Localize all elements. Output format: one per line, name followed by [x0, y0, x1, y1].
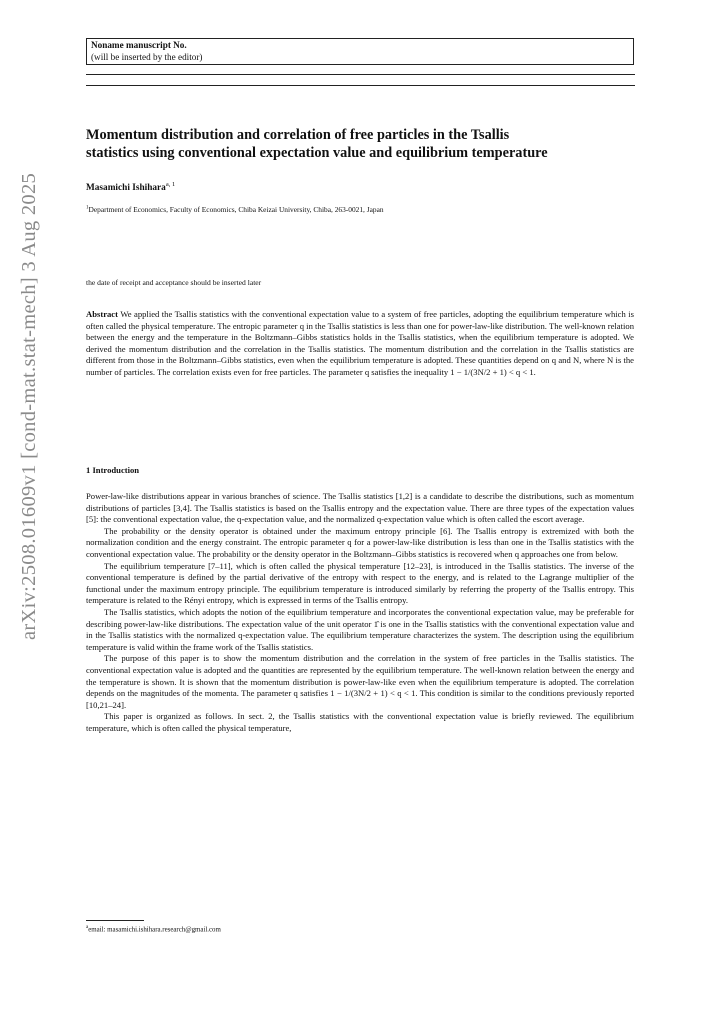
introduction-body [86, 491, 634, 734]
footnote-rule [86, 920, 144, 921]
author-marks: a, 1 [165, 181, 176, 188]
paper-title [86, 126, 646, 162]
paragraph: This paper is organized as follows. In sect. 2, the Tsallis statistics with the conventional expectation value is briefly reviewed. The equilibrium temperature, which is often called the physical temperature, [86, 711, 634, 733]
manuscript-number: Noname manuscript No. [91, 40, 187, 50]
affiliation [86, 205, 384, 214]
author [86, 181, 175, 193]
title-line-2: statistics using conventional expectation value and equilibrium temperature [86, 145, 548, 161]
manuscript-number-box [86, 38, 634, 65]
paragraph: The purpose of this paper is to show the momentum distribution and the correlation in the system of free particles in the Tsallis statistics. The conventional expectation value is adopted and the quantities are represented by the equilibrium temperature. The well-known relation between the energy and the temperature is shown. It is shown that the momentum distribution is power-law-like even when the equilibrium temperature is adopted. The correlation depends on the magnitudes of the momenta. The parameter q satisfies 1 − 1/(3N/2 + 1) < q < 1. This condition is similar to the conditions previously reported [10,21–24]. [86, 653, 634, 710]
paragraph: The Tsallis statistics, which adopts the notion of the equilibrium temperature and incorporates the conventional expectation value, may be preferable for describing power-law-like distributions. The expectation value of the unit operator 1̂ is one in the Tsallis statistics with the conventional expectation value and in the Tsallis statistics with the normalized q-expectation value. The equilibrium temperature characterizes the system. The description using the equilibrium temperature is valid within the frame work of the Tsallis statistics. [86, 606, 634, 652]
author-name: Masamichi Ishihara [86, 183, 166, 194]
header-rule-bottom [86, 85, 635, 86]
title-line-1: Momentum distribution and correlation of free particles in the Tsallis [86, 127, 510, 143]
section-heading: 1 Introduction [86, 465, 140, 475]
received-note: the date of receipt and acceptance should be inserted later [86, 278, 262, 287]
arxiv-identifier[interactable]: arXiv:2508.01609v1 [cond-mat.stat-mech] 3 Aug 2025 [18, 172, 40, 640]
abstract-text: We applied the Tsallis statistics with the conventional expectation value to a system of free particles, adopting the equilibrium temperature which is often called the physical temperature. The entropic parameter q in the Tsallis statistics is less than one for power-law-like distribution. The well-known relation between the energy and the temperature in the Boltzmann–Gibbs statistics holds in the Tsallis statistics, when the equilibrium temperature is adopted. We derived the momentum distribution and the correlation in the Tsallis statistics. The momentum distribution and the correlation in the Tsallis statistics are different from those in the Boltzmann–Gibbs statistics, even when the equilibrium temperature is adopted. These quantities depend on q and N, where N is the number of particles. The correlation exists even for free particles. The parameter q satisfies the inequality 1 − 1/(3N/2 + 1) < q < 1. [86, 309, 634, 377]
header-rule-top [86, 74, 635, 75]
footnote-email[interactable]: email: masamichi.ishihara.research@gmail.com [88, 926, 221, 934]
footnote-mark: a [86, 925, 89, 930]
paragraph: The probability or the density operator is obtained under the maximum entropy principle [6]. The Tsallis entropy is extremized with both the normalization condition and the energy constraint. The entropic parameter q for a power-law-like distribution is less than one in the Tsallis statistics with the conventional expectation value. The probability or the density operator in the Boltzmann–Gibbs statistics is recovered when q approaches one from below. [86, 525, 634, 559]
paragraph: The equilibrium temperature [7–11], which is often called the physical temperature [12–23], is introduced in the Tsallis statistics. The inverse of the conventional temperature is defined by the partial derivative of the entropy with respect to the energy, and is related to the Lagrange multiplier of the functional under the maximum entropy principle. The equilibrium temperature is introduced similarly by referring the property of the Tsallis entropy. This temperature is related to the Rényi entropy, which is expressed in terms of the Tsallis entropy. [86, 560, 634, 606]
affiliation-text: Department of Economics, Faculty of Economics, Chiba Keizai University, Chiba, 263-0021, Japan [88, 205, 384, 214]
affiliation-mark: 1 [86, 205, 89, 211]
editor-note: (will be inserted by the editor) [91, 51, 203, 62]
paragraph: Power-law-like distributions appear in various branches of science. The Tsallis statistics [1,2] is a candidate to describe the distributions, such as momentum distributions of particles [3,4]. The Tsallis statistics is based on the Tsallis entropy and the expectation value. There are three types of the expectation values [5]: the conventional expectation value, the q-expectation value, and the normalized q-expectation value which is often called the escort average. [86, 491, 634, 525]
footnote [86, 925, 221, 933]
abstract [86, 309, 634, 379]
abstract-label: Abstract [86, 309, 118, 319]
